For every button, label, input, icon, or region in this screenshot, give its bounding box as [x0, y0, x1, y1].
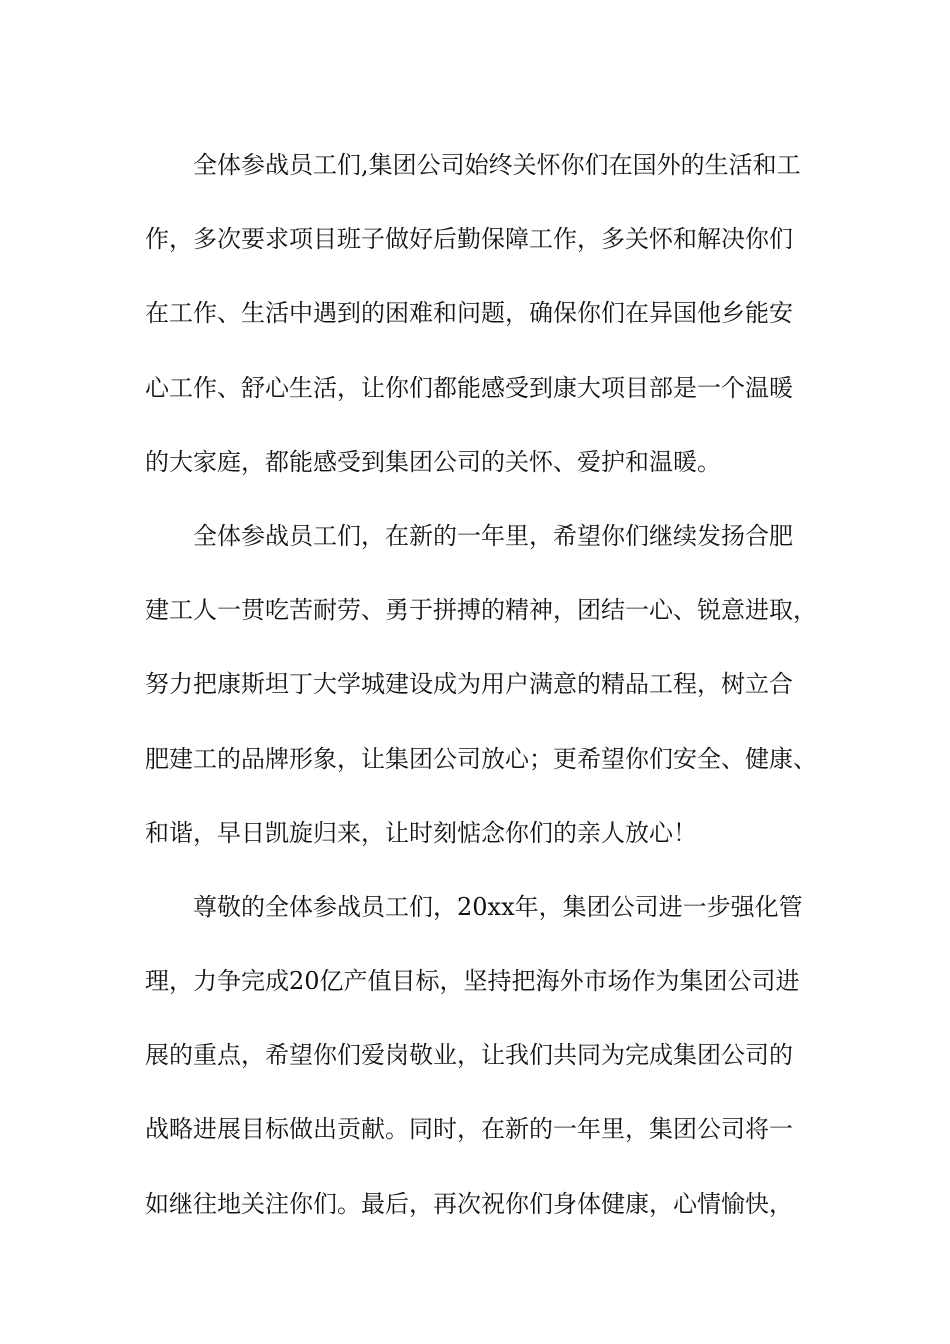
paragraph-line: 尊敬的全体参战员工们，20xx年，集团公司进一步强化管: [193, 892, 803, 921]
paragraph-line: 的大家庭，都能感受到集团公司的关怀、爱护和温暖。: [145, 447, 721, 476]
paragraph-line: 肥建工的品牌形象，让集团公司放心；更希望你们安全、健康、: [145, 744, 817, 773]
paragraph-line: 理，力争完成20亿产值目标，坚持把海外市场作为集团公司进: [145, 967, 800, 996]
paragraph-3: [145, 870, 835, 1241]
paragraph-line: 如继往地关注你们。最后，再次祝你们身体健康，心情愉快，: [145, 1189, 793, 1218]
paragraph-line: 全体参战员工们,集团公司始终关怀你们在国外的生活和工: [193, 151, 801, 179]
paragraph-line: 努力把康斯坦丁大学城建设成为用户满意的精品工程，树立合: [145, 670, 793, 699]
document-body: [145, 128, 835, 1241]
paragraph-line: 战略进展目标做出贡献。同时，在新的一年里，集团公司将一: [145, 1115, 793, 1144]
paragraph-1: [145, 128, 835, 499]
paragraph-2: [145, 499, 835, 870]
paragraph-line: 全体参战员工们，在新的一年里，希望你们继续发扬合肥: [193, 521, 793, 550]
paragraph-line: 和谐，早日凯旋归来，让时刻惦念你们的亲人放心！: [145, 818, 697, 847]
paragraph-line: 心工作、舒心生活，让你们都能感受到康大项目部是一个温暖: [145, 373, 793, 402]
paragraph-line: 展的重点，希望你们爱岗敬业，让我们共同为完成集团公司的: [145, 1041, 793, 1070]
paragraph-line: 作，多次要求项目班子做好后勤保障工作，多关怀和解决你们: [145, 225, 793, 254]
paragraph-line: 建工人一贯吃苦耐劳、勇于拼搏的精神，团结一心、锐意进取，: [145, 596, 817, 625]
paragraph-line: 在工作、生活中遇到的困难和问题，确保你们在异国他乡能安: [145, 299, 793, 328]
